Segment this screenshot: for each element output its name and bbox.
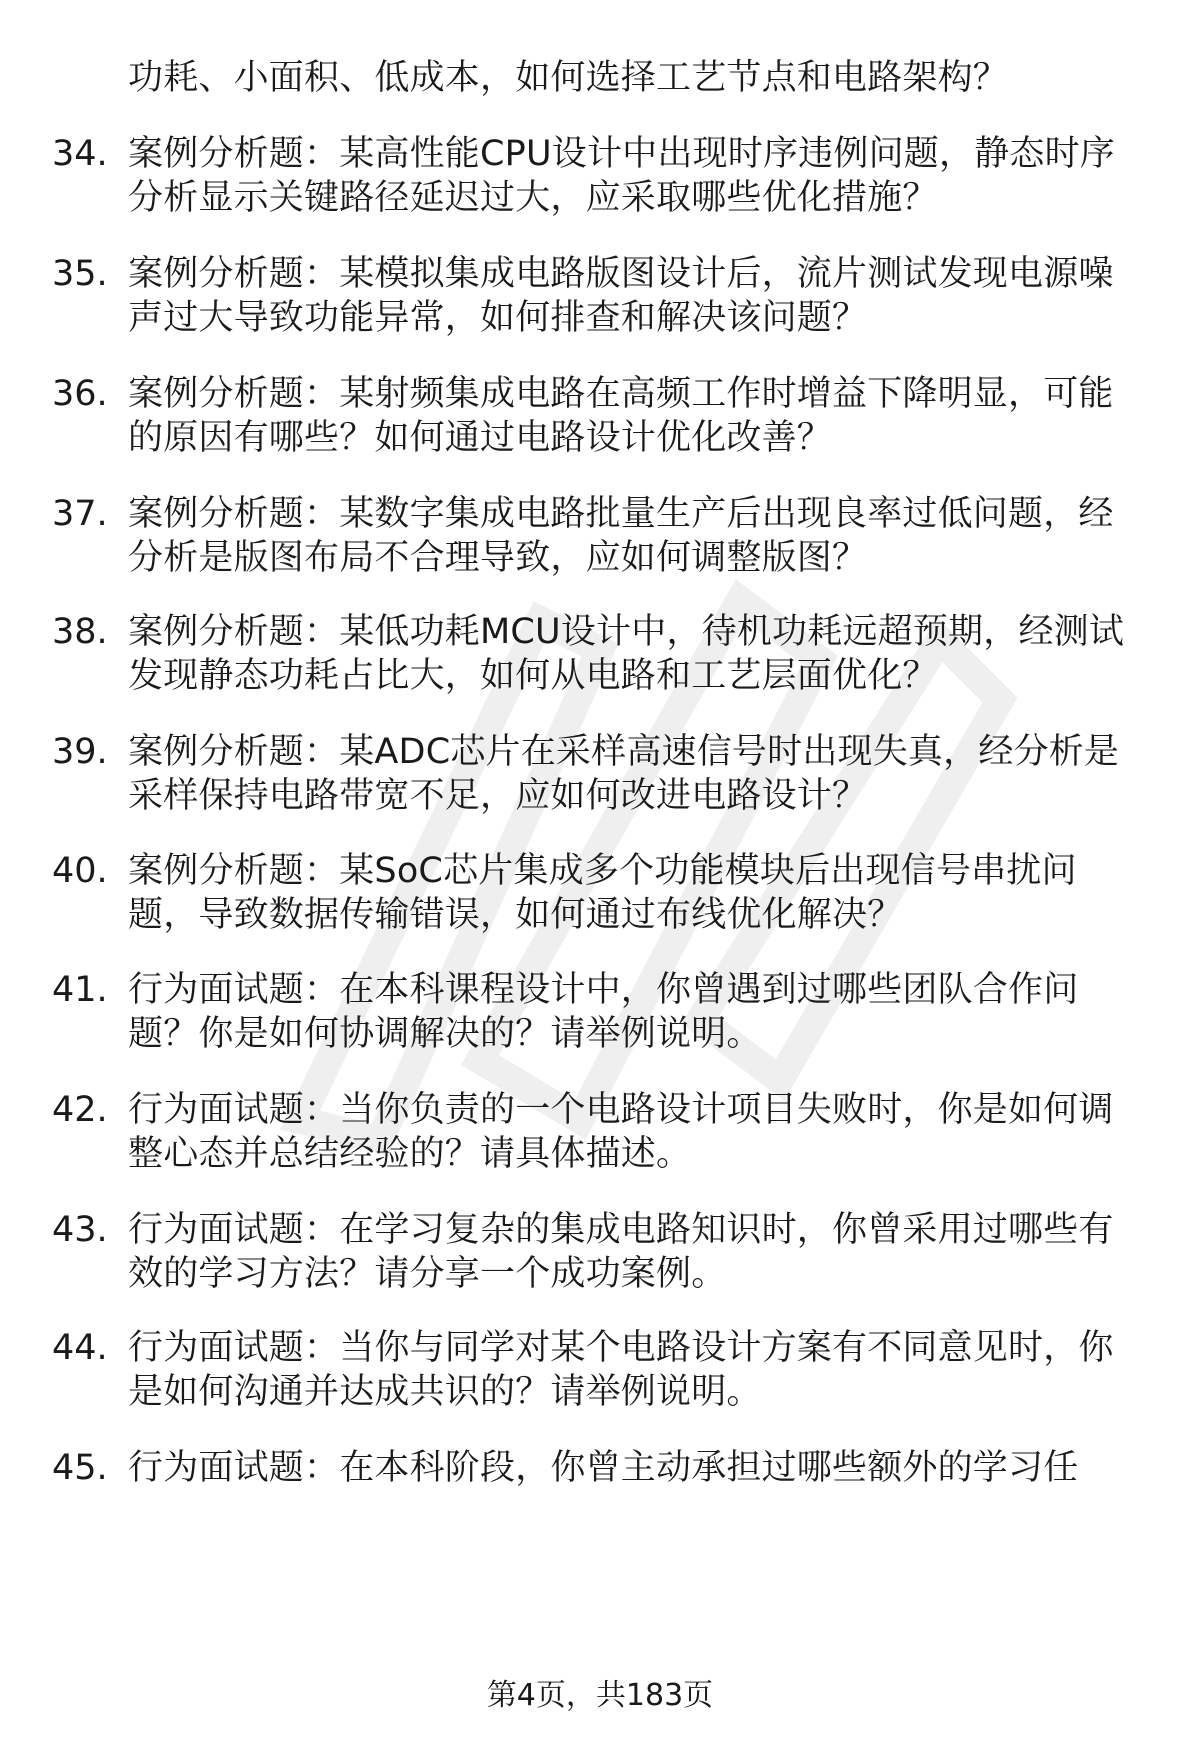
item-text-line2: 题？你是如何协调解决的？请举例说明。 [128,1014,762,1054]
item-number: 38. [52,612,108,652]
item-text-line2: 分析显示关键路径延迟过大，应采取哪些优化措施？ [128,178,938,218]
item-text-line1: 行为面试题：在本科阶段，你曾主动承担过哪些额外的学习任 [128,1448,1079,1488]
item-text-line1: 案例分析题：某低功耗MCU设计中，待机功耗远超预期，经测试 [128,612,1125,652]
item-text-line2: 声过大导致功能异常，如何排查和解决该问题？ [128,298,868,338]
item-text-line1: 行为面试题：当你负责的一个电路设计项目失败时，你是如何调 [128,1090,1114,1130]
item-text-line1: 行为面试题：当你与同学对某个电路设计方案有不同意见时，你 [128,1328,1114,1368]
item-text-line1: 案例分析题：某模拟集成电路版图设计后，流片测试发现电源噪 [128,254,1114,294]
item-number: 43. [52,1210,108,1250]
item-number: 34. [52,134,108,174]
item-text-line1: 行为面试题：在学习复杂的集成电路知识时，你曾采用过哪些有 [128,1210,1114,1250]
item-number: 42. [52,1090,108,1130]
item-text-line2: 题，导致数据传输错误，如何通过布线优化解决？ [128,895,903,935]
item-number: 36. [52,374,108,414]
item-text-line2: 采样保持电路带宽不足，应如何改进电路设计？ [128,776,868,816]
item-text-line1: 案例分析题：某射频集成电路在高频工作时增益下降明显，可能 [128,374,1114,414]
item-number: 40. [52,851,108,891]
item-number: 35. [52,254,108,294]
item-number: 39. [52,732,108,772]
item-text-line2: 是如何沟通并达成共识的？请举例说明。 [128,1372,762,1412]
item-text-line2: 分析是版图布局不合理导致，应如何调整版图？ [128,538,868,578]
page-footer: 第4页，共183页 [486,1678,714,1713]
item-text-line1: 案例分析题：某SoC芯片集成多个功能模块后出现信号串扰问 [128,851,1077,891]
item-text-line1: 案例分析题：某高性能CPU设计中出现时序违例问题，静态时序 [128,134,1115,174]
item-text-line2: 的原因有哪些？如何通过电路设计优化改善？ [128,418,833,458]
continuation-line: 功耗、小面积、低成本，如何选择工艺节点和电路架构？ [128,58,1009,98]
item-number: 37. [52,494,108,534]
item-number: 44. [52,1328,108,1368]
item-text-line2: 效的学习方法？请分享一个成功案例。 [128,1254,727,1294]
item-text-line1: 案例分析题：某数字集成电路批量生产后出现良率过低问题，经 [128,494,1114,534]
item-text-line1: 案例分析题：某ADC芯片在采样高速信号时出现失真，经分析是 [128,732,1120,772]
item-text-line1: 行为面试题：在本科课程设计中，你曾遇到过哪些团队合作问 [128,970,1079,1010]
item-number: 45. [52,1448,108,1488]
item-number: 41. [52,970,108,1010]
item-text-line2: 整心态并总结经验的？请具体描述。 [128,1134,692,1174]
item-text-line2: 发现静态功耗占比大，如何从电路和工艺层面优化？ [128,656,938,696]
